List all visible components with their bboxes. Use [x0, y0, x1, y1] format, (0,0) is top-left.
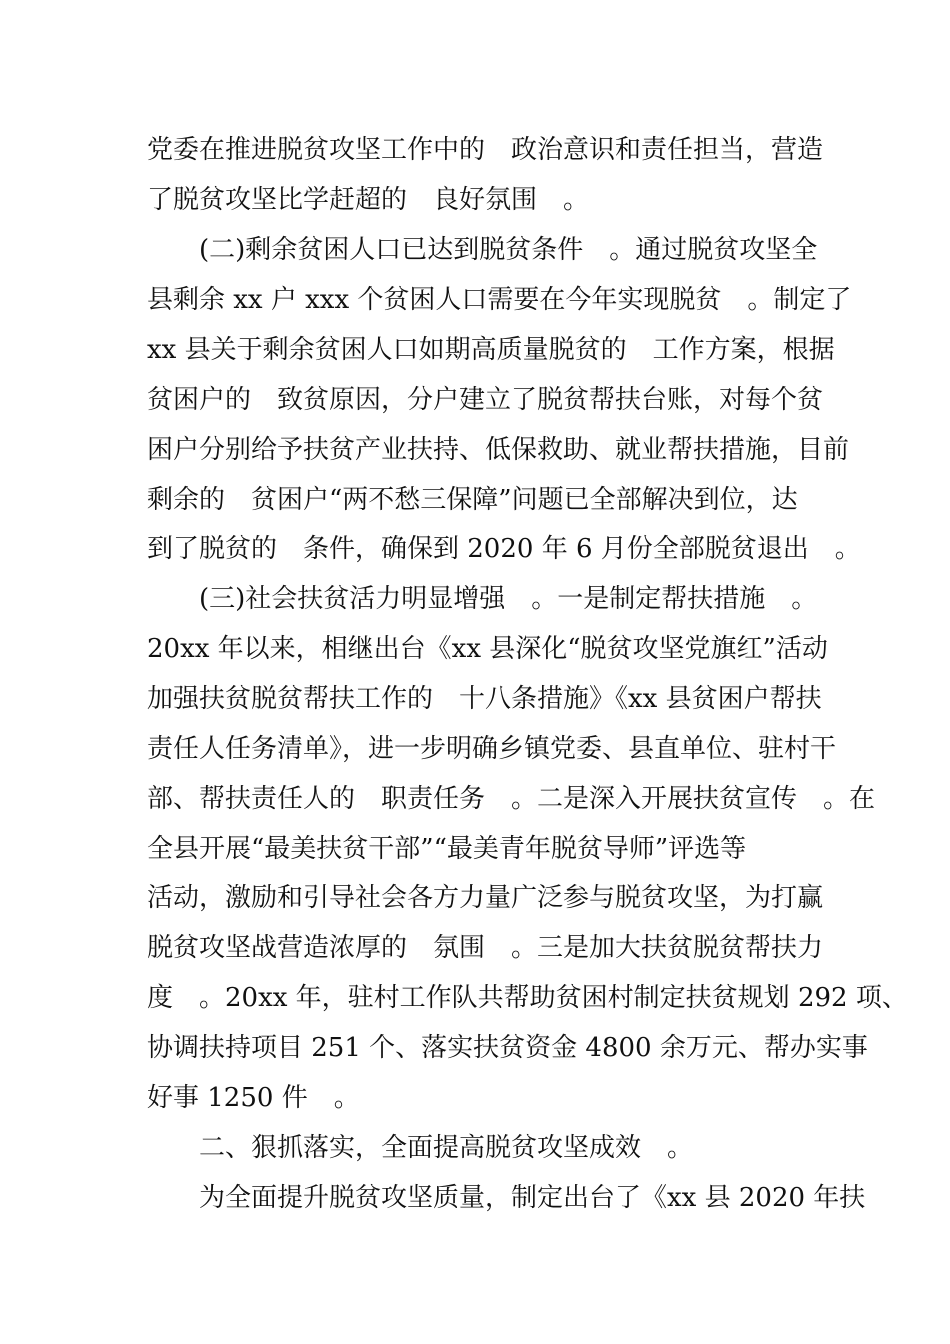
text-line: 党委在推进脱贫攻坚工作中的 政治意识和责任担当，营造 [147, 135, 824, 165]
text-line: 活动，激励和引导社会各方力量广泛参与脱贫攻坚，为打赢 [147, 883, 824, 913]
text-line: 贫困户的 致贫原因，分户建立了脱贫帮扶台账，对每个贫 [147, 385, 824, 415]
text-line: 协调扶持项目 251 个、落实扶贫资金 4800 余万元、帮办实事 [147, 1033, 868, 1063]
text-line: 部、帮扶责任人的 职责任务 。二是深入开展扶贫宣传 。在 [147, 784, 876, 814]
text-line: (二)剩余贫困人口已达到脱贫条件 。通过脱贫攻坚全 [147, 235, 818, 265]
text-line: 困户分别给予扶贫产业扶持、低保救助、就业帮扶措施，目前 [147, 435, 850, 465]
text-line: 县剩余 xx 户 xxx 个贫困人口需要在今年实现脱贫 。制定了 [147, 285, 852, 315]
text-line: 加强扶贫脱贫帮扶工作的 十八条措施》《xx 县贫困户帮扶 [147, 684, 822, 714]
text-line: 责任人任务清单》，进一步明确乡镇党委、县直单位、驻村干 [147, 734, 837, 764]
text-line: 度 。20xx 年，驻村工作队共帮助贫困村制定扶贫规划 292 项、 [147, 983, 908, 1013]
text-line: 二、狠抓落实，全面提高脱贫攻坚成效 。 [147, 1133, 694, 1163]
text-line: 了脱贫攻坚比学赶超的 良好氛围 。 [147, 185, 590, 215]
text-line: 20xx 年以来，相继出台《xx 县深化“脱贫攻坚党旗红”活动 [147, 634, 828, 664]
text-line: 好事 1250 件 。 [147, 1083, 360, 1113]
text-line: (三)社会扶贫活力明显增强 。一是制定帮扶措施 。 [147, 584, 818, 614]
text-line: 到了脱贫的 条件，确保到 2020 年 6 月份全部脱贫退出 。 [147, 534, 861, 564]
text-line: 为全面提升脱贫攻坚质量，制定出台了《xx 县 2020 年扶 [147, 1183, 866, 1213]
text-line: xx 县关于剩余贫困人口如期高质量脱贫的 工作方案，根据 [147, 335, 835, 365]
text-line: 剩余的 贫困户“两不愁三保障”问题已全部解决到位，达 [147, 485, 798, 515]
text-line: 脱贫攻坚战营造浓厚的 氛围 。三是加大扶贫脱贫帮扶力 [147, 933, 824, 963]
text-line: 全县开展“最美扶贫干部”“最美青年脱贫导师”评选等 [147, 834, 747, 864]
